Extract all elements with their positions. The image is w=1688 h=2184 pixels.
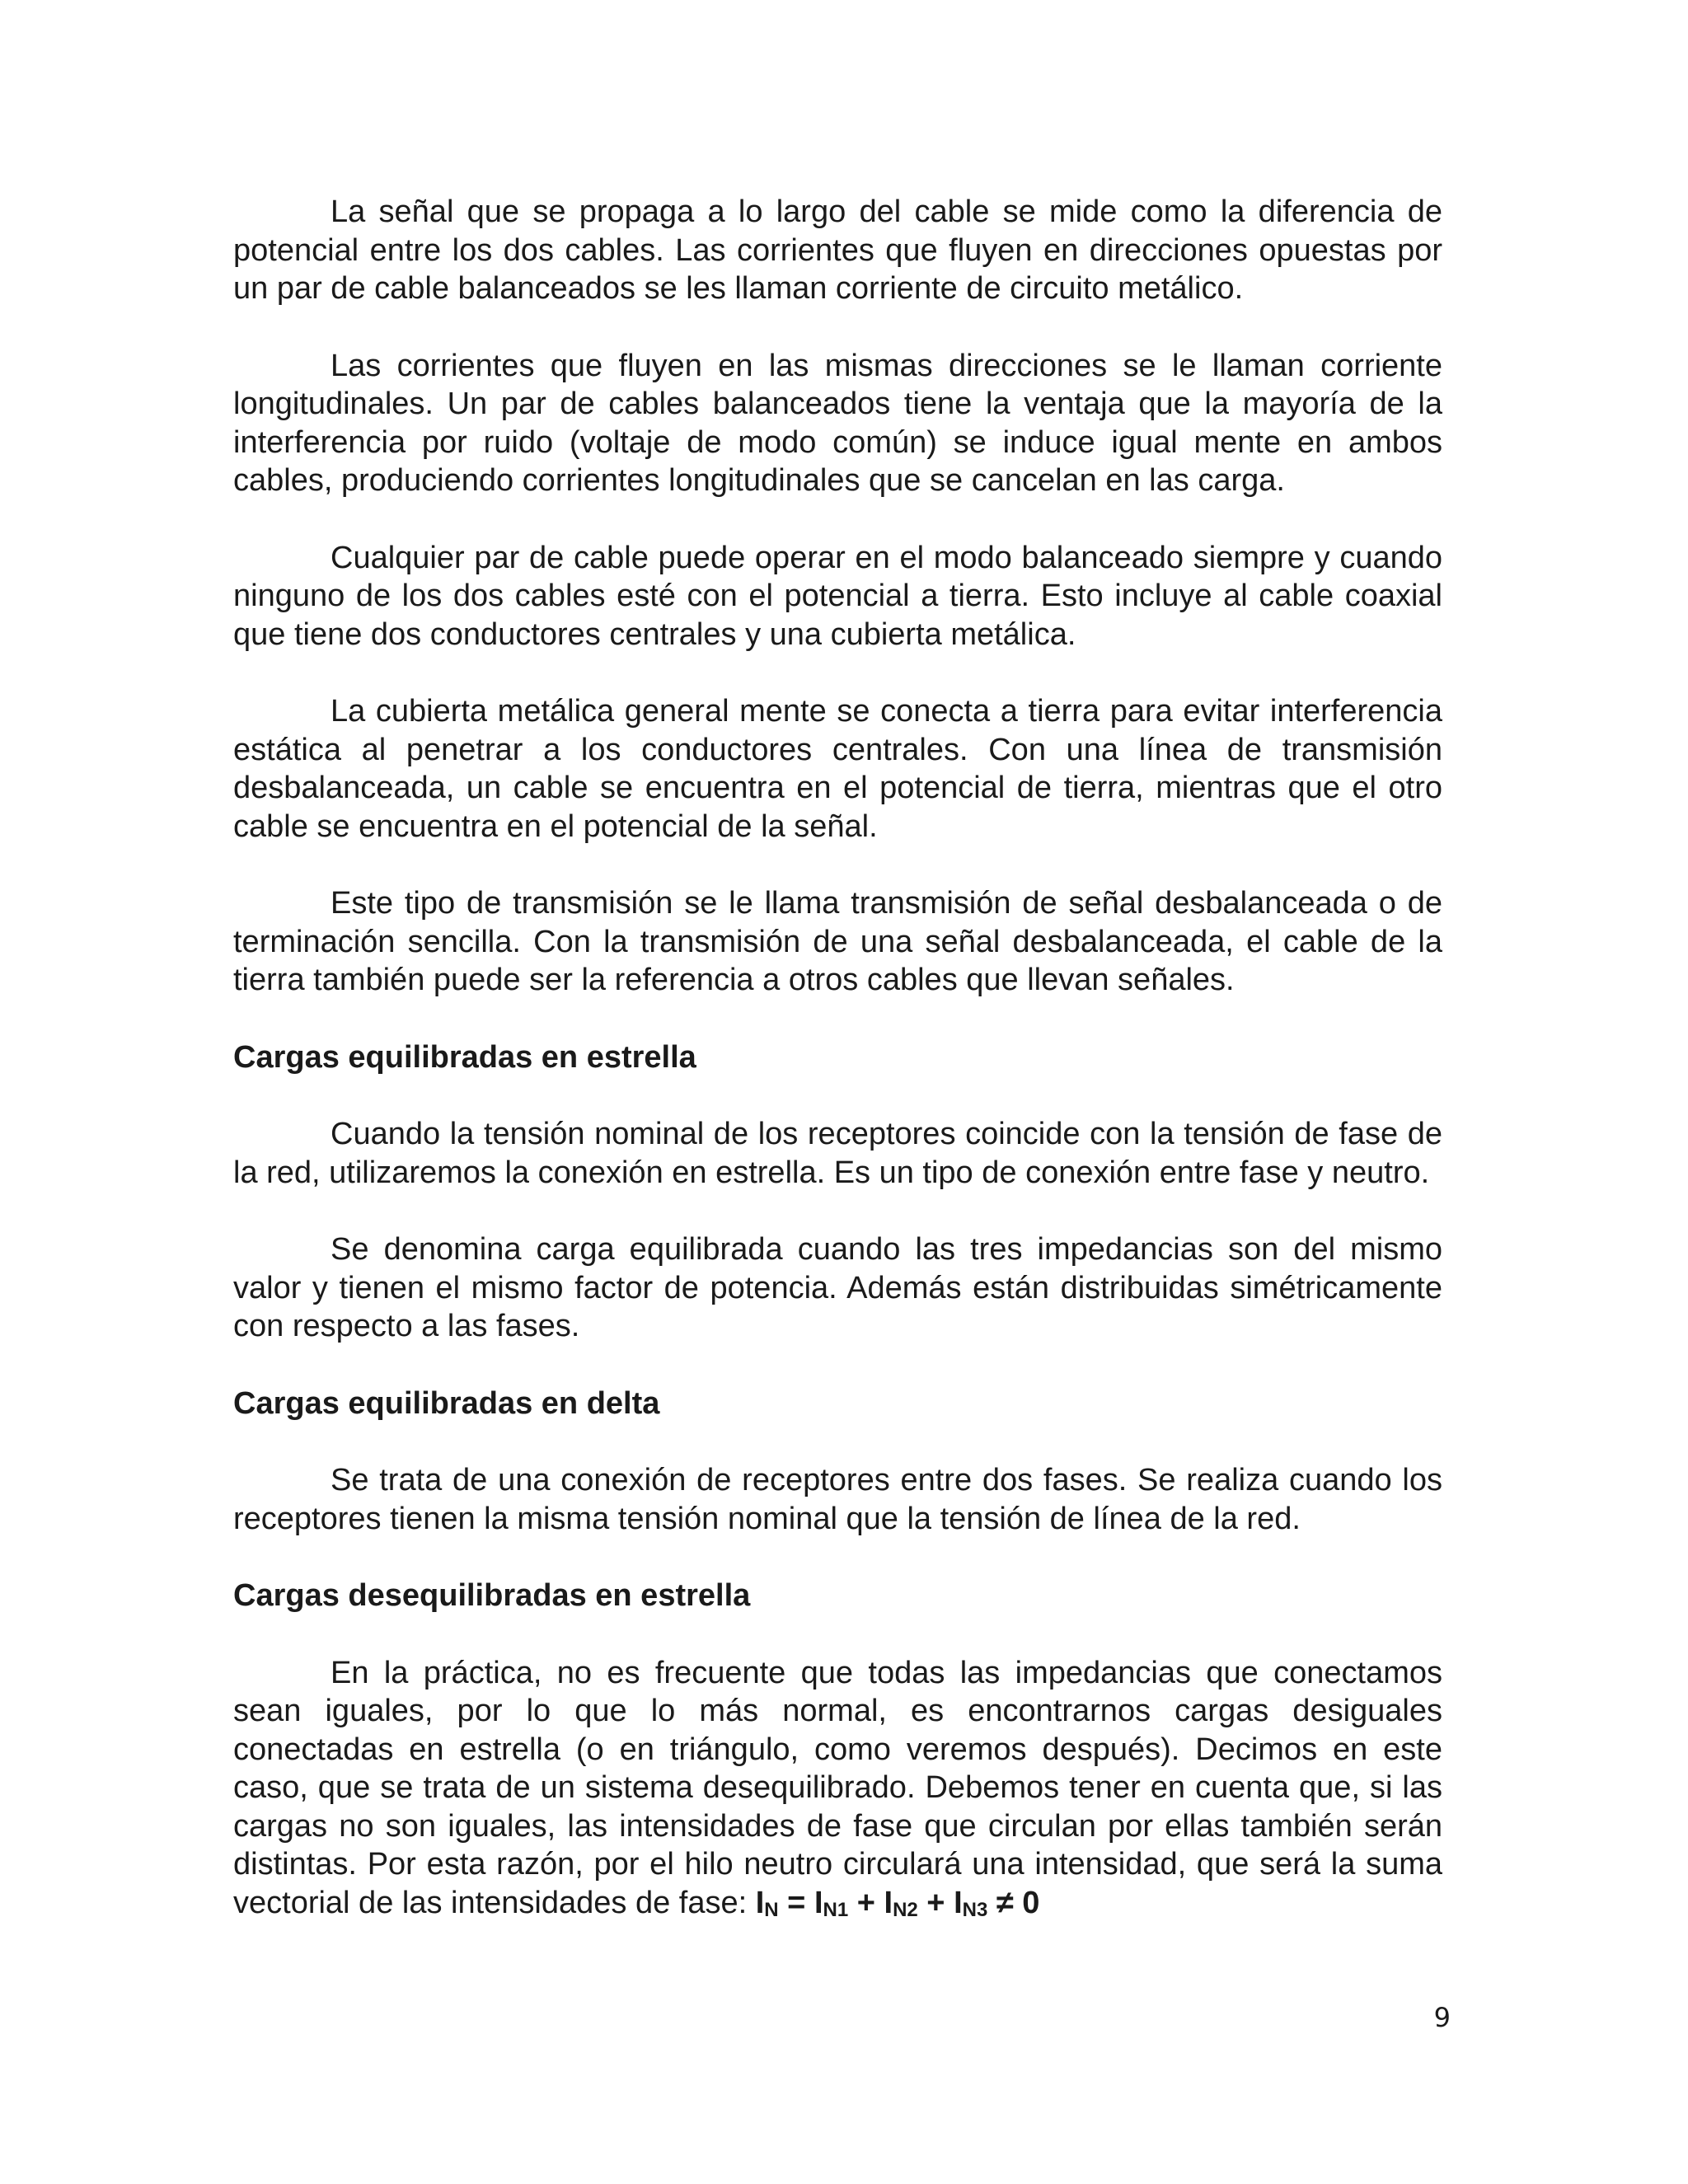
text-column (233, 193, 1442, 1968)
paragraph-3: Cualquier par de cable puede operar en el modo balanceado siempre y cuando ninguno de los dos cables esté con el potencial a tierra. Esto incluye al cable coaxial que tiene dos conductores centrales y una cubierta metálica. (233, 540, 1442, 652)
paragraph-2: Las corrientes que fluyen en las mismas direcciones se le llaman corriente longitudinales. Un par de cables balanceados tiene la ventaja que la mayoría de la interferencia por ruido (voltaje de modo común) se induce igual mente en ambos cables, produciendo corrientes longitudinales que se cancelan en las carga. (233, 348, 1442, 498)
paragraph-9-text: En la práctica, no es frecuente que todas las impedancias que conectamos sean iguales, por lo que lo más normal, es encontrarnos cargas desiguales conectadas en estrella (o en triángulo, como veremos después). Decimos en este caso, que se trata de un sistema desequilibrado. Debemos tener en cuenta que, si las cargas no son iguales, las intensidades de fase que circulan por ellas también serán distintas. Por esta razón, por el hilo neutro circulará una intensidad, que será la suma vectorial de las intensidades de fase: (233, 1655, 1442, 1920)
formula-equals: = (778, 1885, 814, 1920)
paragraph-9 (233, 1654, 1442, 1930)
paragraph-7: Se denomina carga equilibrada cuando las tres impedancias son del mismo valor y tienen el mismo factor de potencia. Además están distribuidas simétricamente con respecto a las fases. (233, 1232, 1442, 1343)
page-number: 9 (1433, 2002, 1451, 2033)
formula-symbol-in1: I (814, 1885, 823, 1920)
formula-sub-n3: N3 (962, 1898, 988, 1921)
paragraph-6: Cuando la tensión nominal de los receptores coincide con la tensión de fase de la red, utilizaremos la conexión en estrella. Es un tipo de conexión entre fase y neutro. (233, 1117, 1442, 1190)
formula-symbol-in2: I (884, 1885, 893, 1920)
formula-plus-2: + (917, 1885, 954, 1920)
paragraph-5: Este tipo de transmisión se le llama transmisión de señal desbalanceada o de terminación sencilla. Con la transmisión de una señal desbalanceada, el cable de la tierra también puede ser la referencia a otros cables que llevan señales. (233, 886, 1442, 997)
section-heading-equilibradas-delta: Cargas equilibradas en delta (233, 1385, 660, 1421)
paragraph-4: La cubierta metálica general mente se conecta a tierra para evitar interferencia estática al penetrar a los conductores centrales. Con una línea de transmisión desbalanceada, un cable se encuentra en el potencial de tierra, mientras que el otro cable se encuentra en el potencial de la señal. (233, 694, 1442, 844)
formula-plus-1: + (848, 1885, 884, 1920)
formula-symbol-in: I (755, 1885, 765, 1920)
section-heading-equilibradas-estrella: Cargas equilibradas en estrella (233, 1039, 696, 1075)
formula-not-equal-zero: ≠ 0 (987, 1885, 1040, 1920)
formula-sub-n1: N1 (823, 1898, 849, 1921)
formula-symbol-in3: I (954, 1885, 963, 1920)
neutral-current-formula (756, 1886, 1040, 1920)
paragraph-8: Se trata de una conexión de receptores entre dos fases. Se realiza cuando los receptores tienen la misma tensión nominal que la tensión de línea de la red. (233, 1463, 1442, 1536)
paragraph-1: La señal que se propaga a lo largo del cable se mide como la diferencia de potencial entre los dos cables. Las corrientes que fluyen en direcciones opuestas por un par de cable balanceados se les llaman corriente de circuito metálico. (233, 194, 1442, 306)
formula-sub-n2: N2 (893, 1898, 918, 1921)
section-heading-desequilibradas-estrella: Cargas desequilibradas en estrella (233, 1578, 751, 1613)
formula-sub-n: N (764, 1898, 779, 1921)
